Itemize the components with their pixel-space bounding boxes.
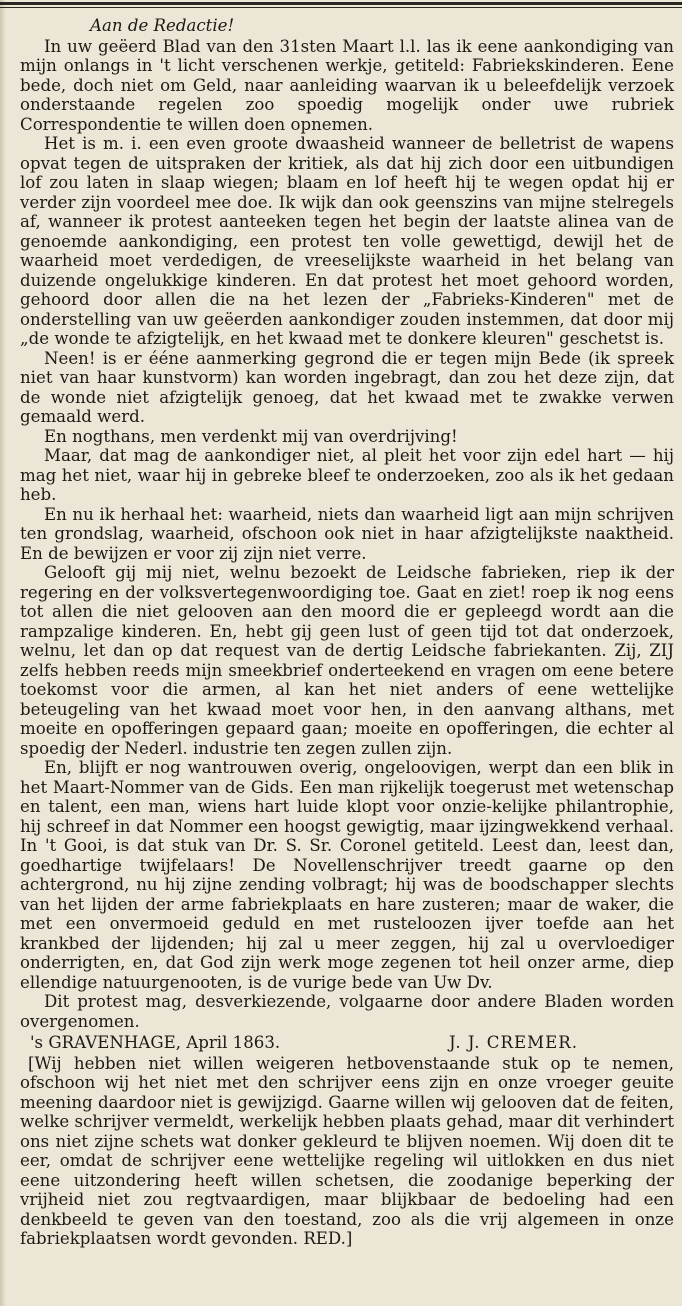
paragraph-7: Gelooft gij mij niet, welnu bezoekt de Leidsche fabrieken, riep ik der regering en der volksvertegenwoordiging toe. Gaat en ziet! roep ik nog eens tot allen die niet gelooven aan den moord die er gepleegd wordt aan die rampzalige kinderen. En, hebt gij geen lust of geen tijd tot dat onderzoek, welnu, let dan op dat request van de dertig Leidsche fabriekanten. Zij, ZIJ zelfs hebben reeds mijn smeekbrief onderteekend en vragen om eene betere toekomst voor die armen, al kan het niet anders of eene wettelijke beteugeling van het kwaad moet voor hen, in den aanvang althans, met moeite en opofferingen gepaard gaan; moeite en opofferingen, die echter al spoedig der Nederl. industrie ten zegen zullen zijn. (20, 563, 674, 758)
editor-note: [Wij hebben niet willen weigeren hetbovenstaande stuk op te nemen, ofschoon wij het niet met den schrijver eens zijn en onze vroeger geuite meening daardoor niet is gewijzigd. Gaarne willen wij gelooven dat de feiten, welke schrijver vermeldt, werkelijk hebben plaats gehad, maar dit verhindert ons niet zijne schets wat donker gekleurd te blijven noemen. Wij doen dit te eer, omdat de schrijver eene wettelijke regeling wil uitlokken en dus niet eene uitzondering heeft willen schetsen, die zoodanige beperking der vrijheid niet zou regtvaardigen, maar blijkbaar de bedoeling had een denkbeeld te geven van den toestand, zoo als die vrij algemeen in onze fabriekplaatsen wordt gevonden. RED.] (20, 1053, 674, 1248)
paragraph-4: En nogthans, men verdenkt mij van overdrijving! (44, 426, 458, 446)
paragraph-3: Neen! is er ééne aanmerking gegrond die er tegen mijn Bede (ik spreek niet van haar kunstvorm) kan worden ingebragt, dan zou het deze zijn, dat de wonde niet afzigtelijk genoeg, dat het kwaad met te zwakke verwen gemaald werd. (20, 348, 674, 426)
signature-line (20, 1033, 674, 1053)
paragraph-2: Het is m. i. een even groote dwaasheid wanneer de belletrist de wapens opvat tegen de uitspraken der kritiek, als dat hij zich door een uitbundigen lof zou laten in slaap wiegen; blaam en lof heeft hij te wegen opdat hij er verder zijn voordeel mee doe. Ik wijk dan ook geenszins van mijne stelregels af, wanneer ik protest aanteeken tegen het begin der laatste alinea van de genoemde aankondiging, een protest ten volle gewettigd, dewijl het de waarheid moet verdedigen, de vreeselijkste waarheid in het belang van duizende ongelukkige kinderen. En dat protest het moet gehoord worden, gehoord door allen die na het lezen der „Fabrieks-Kinderen" met de onderstelling van uw geëerden aankondiger zouden instemmen, dat door mij „de wonde te afzigtelijk, en het kwaad met te donkere kleuren" geschetst is. (20, 134, 674, 348)
paragraph-9: Dit protest mag, desverkiezende, volgaarne door andere Bladen worden overgenomen. (20, 992, 674, 1031)
signature: J. J. CREMER. (448, 1033, 578, 1052)
paragraph-1: In uw geëerd Blad van den 31sten Maart l.l. las ik eene aankondiging van mijn onlangs in 't licht verschenen werkje, getiteld: Fabriekskinderen. Eene bede, doch niet om Geld, naar aanleiding waarvan ik u beleefdelijk verzoek onderstaande regelen zoo spoedig mogelijk onder uwe rubriek Correspondentie te willen doen opnemen. (20, 36, 674, 134)
top-rule-thin (0, 7, 682, 8)
paragraph-8: En, blijft er nog wantrouwen overig, ongeloovigen, werpt dan een blik in het Maart-Nommer van de Gids. Een man rijkelijk toegerust met wetenschap en talent, een man, wiens hart luide klopt voor onzie-kelijke philantrophie, hij schreef in dat Nommer een hoogst gewigtig, maar ijzingwekkend verhaal. In 't Gooi, is dat stuk van Dr. S. Sr. Coronel getiteld. Leest dan, leest dan, goedhartige twijfelaars! De Novellenschrijver treedt gaarne op den achtergrond, nu hij zijne zending volbragt; hij was de boodschapper slechts van het lijden der arme fabriekplaats en hare zusteren; maar de waker, die met een onvermoeid geduld en met rusteloozen ijver toefde aan het krankbed der lijdenden; hij zal u meer zeggen, hij zal u overvloediger onderrigten, en, dat God zijn werk moge zegenen tot heil onzer arme, diep ellendige natuurgenooten, is de vurige bede van Uw Dv. (20, 758, 674, 992)
paragraph-6: En nu ik herhaal het: waarheid, niets dan waarheid ligt aan mijn schrijven ten grondslag, waarheid, ofschoon ook niet in haar afzigtelijkste naaktheid. En de bewijzen er voor zij zijn niet verre. (20, 504, 674, 563)
salutation: Aan de Redactie! (90, 16, 235, 35)
letter-column (20, 16, 674, 1249)
top-rule (0, 2, 682, 5)
place-date: 's GRAVENHAGE, April 1863. (30, 1033, 281, 1052)
paragraph-5: Maar, dat mag de aankondiger niet, al pleit het voor zijn edel hart — hij mag het niet, waar hij in gebreke bleef te onderzoeken, zoo als ik het gedaan heb. (20, 446, 674, 504)
page-edge-shadow (0, 0, 6, 1306)
